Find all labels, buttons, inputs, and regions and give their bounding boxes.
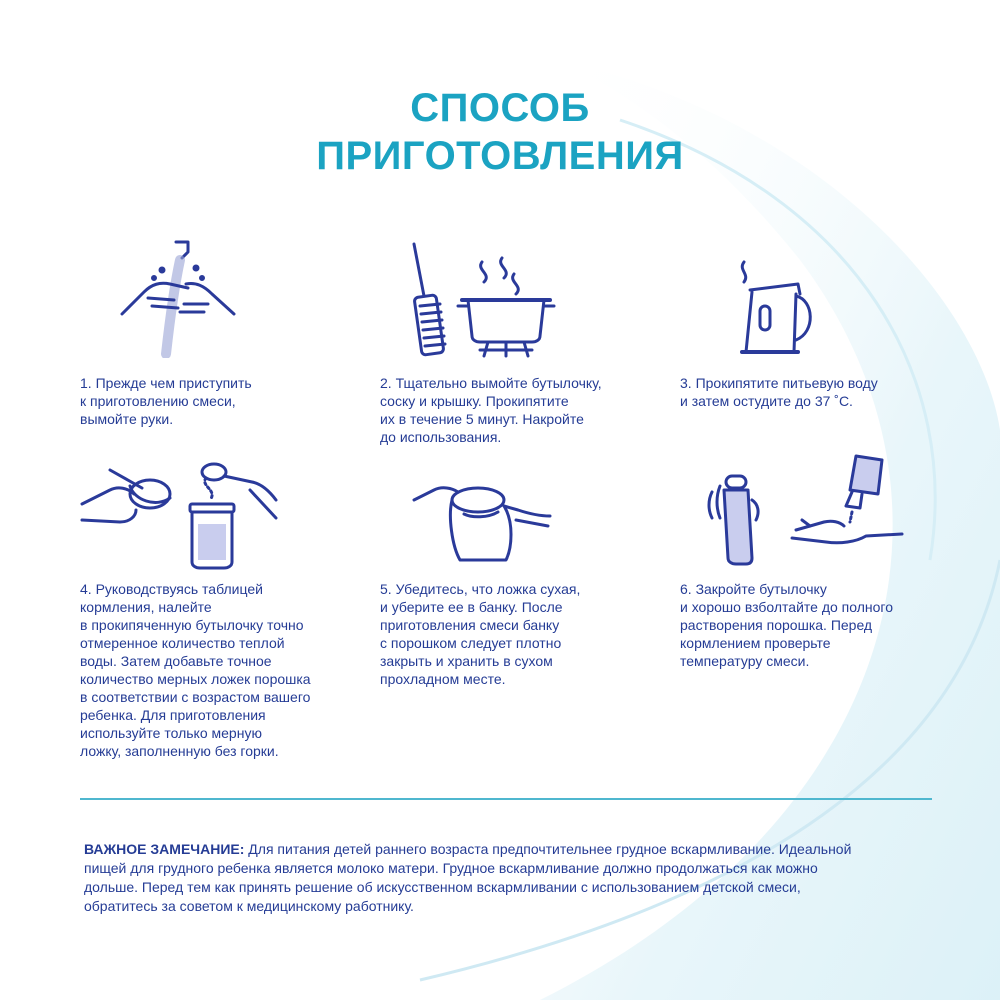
measuring-scoop-bottle-icon (80, 460, 280, 570)
title-line-2: ПРИГОТОВЛЕНИЯ (316, 134, 684, 178)
page-title (0, 84, 1000, 180)
note-label: ВАЖНОЕ ЗАМЕЧАНИЕ: (84, 841, 245, 857)
section-divider (80, 798, 932, 800)
step-4-text: 4. Руководствуясь таблицей кормления, налейте в прокипяченную бутылочку точно отмеренное количество теплой воды. Затем добавьте точное количество мерных ложек порошка в соответствии с возрастом вашего ребенка. Для приготовления используйте только мерную ложку, заполненную без горки. (80, 581, 311, 759)
shaking-bottle-temperature-icon (706, 450, 906, 572)
note-line-4: обратитесь за советом к медицинскому работнику. (84, 898, 414, 914)
kettle-icon (736, 260, 818, 358)
closing-jar-icon (412, 476, 552, 568)
note-line-2: пищей для грудного ребенка является молоко матери. Грудное вскармливание должно продолжаться как можно (84, 860, 818, 876)
note-line-3: дольше. Перед тем как принять решение об искусственном вскармливании с использованием детской смеси, (84, 879, 801, 895)
step-3-text: 3. Прокипятите питьевую воду и затем остудите до 37 ˚С. (680, 375, 878, 409)
bottle-brush-boiling-pot-icon (410, 240, 560, 360)
title-line-1: СПОСОБ (410, 86, 590, 130)
note-line-1: ВАЖНОЕ ЗАМЕЧАНИЕ: Для питания детей раннего возраста предпочтительнее грудное вскармливание. Идеальной (84, 841, 852, 857)
step-2-text: 2. Тщательно вымойте бутылочку, соску и крышку. Прокипятите их в течение 5 минут. Накройте до использования. (380, 375, 602, 445)
step-5-text: 5. Убедитесь, что ложка сухая, и уберите ее в банку. После приготовления смеси банку с порошком следует плотно закрыть и хранить в сухом прохладном месте. (380, 581, 581, 687)
important-note (84, 840, 934, 916)
step-6-text: 6. Закройте бутылочку и хорошо взболтайте до полного растворения порошка. Перед кормлением проверьте температуру смеси. (680, 581, 893, 669)
washing-hands-icon (118, 238, 238, 358)
step-1-text: 1. Прежде чем приступить к приготовлению смеси, вымойте руки. (80, 375, 252, 427)
